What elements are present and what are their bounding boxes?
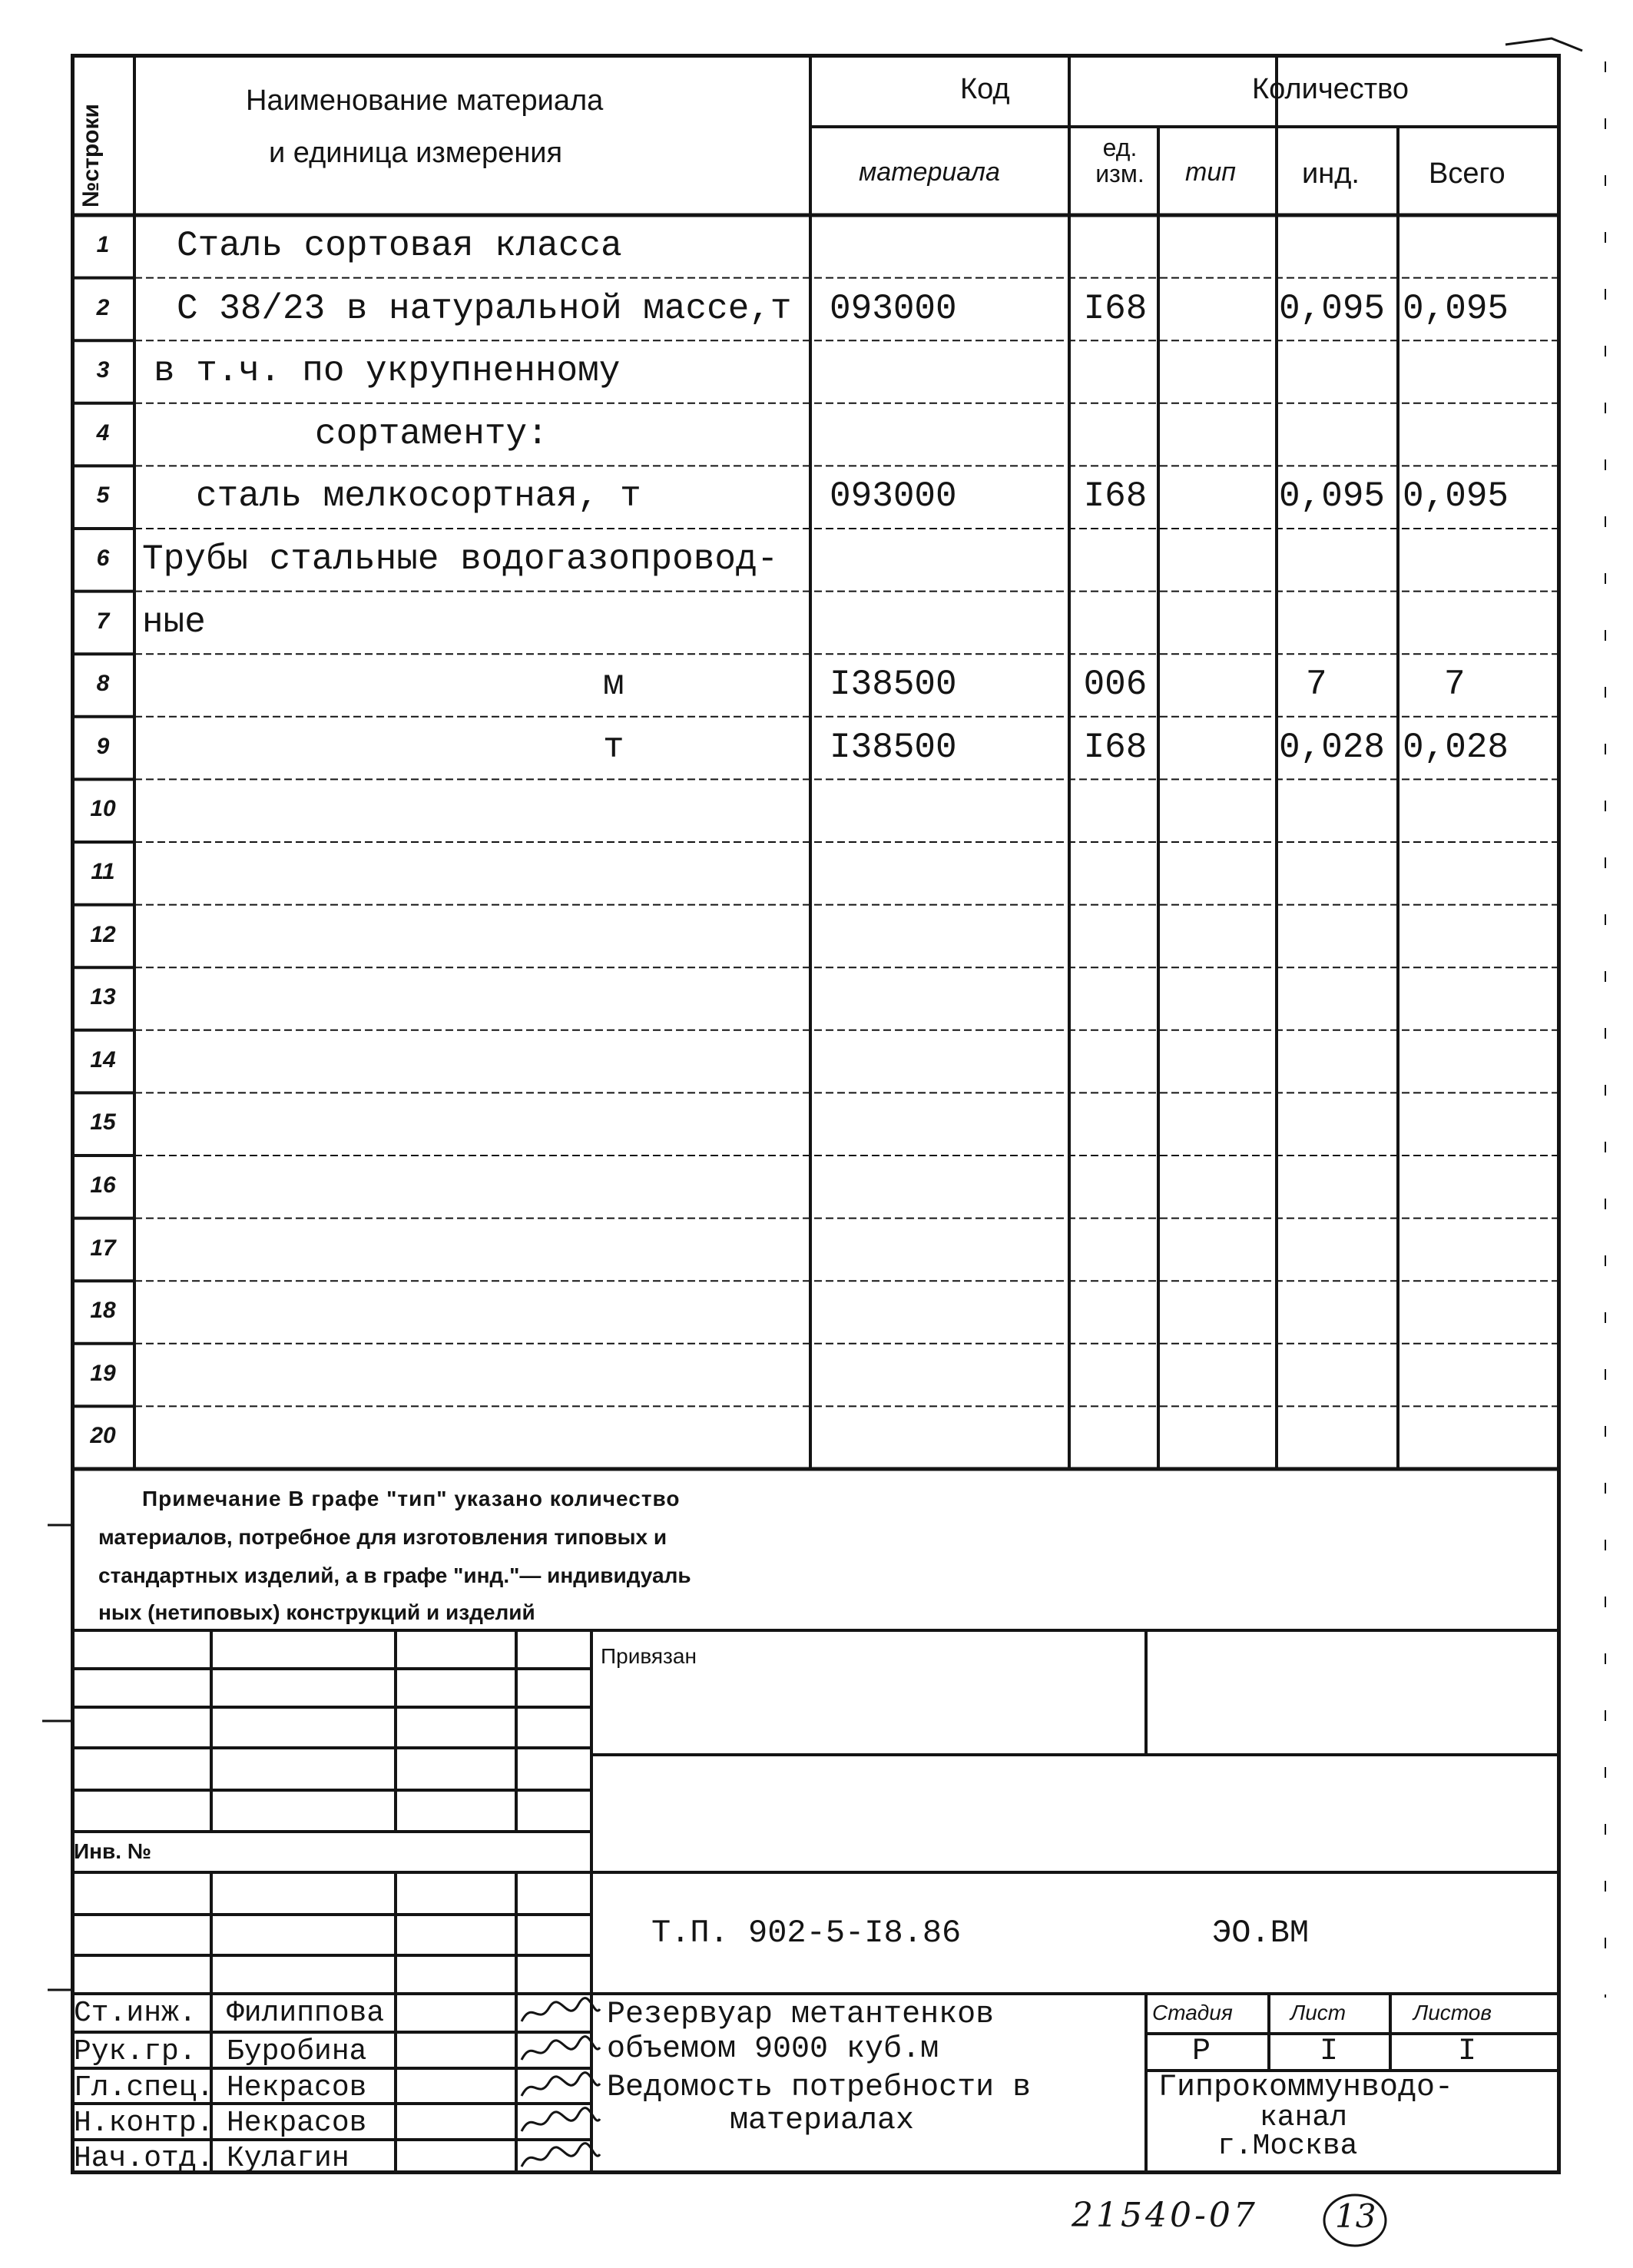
signatory-role: Гл.спец. xyxy=(74,2071,214,2104)
row-number: 11 xyxy=(91,859,115,884)
material-name: сталь мелкосортная, т xyxy=(196,476,641,517)
unit-code: I68 xyxy=(1083,288,1148,329)
signatory-role: Рук.гр. xyxy=(74,2035,197,2068)
material-code: I38500 xyxy=(830,727,957,768)
material-code: 093000 xyxy=(830,288,957,329)
material-name: т xyxy=(603,727,624,768)
signatory-role: Н.контр. xyxy=(74,2107,214,2140)
title-line2: объемом 9000 куб.м xyxy=(607,2032,939,2067)
row-number: 2 xyxy=(96,294,110,320)
org-line2: канал xyxy=(1260,2101,1348,2134)
row-number: 12 xyxy=(90,921,116,947)
qty-total: 0,095 xyxy=(1403,288,1509,329)
material-code: 093000 xyxy=(830,476,957,517)
row-number: 3 xyxy=(96,357,110,383)
header-qty-group: Количество xyxy=(1252,73,1409,105)
title-line1: Резервуар метантенков xyxy=(607,1998,995,2032)
handwritten-signature xyxy=(518,2105,603,2140)
org-line3: г.Москва xyxy=(1217,2130,1358,2163)
row-number: 15 xyxy=(90,1109,116,1136)
row-number: 1 xyxy=(96,232,110,257)
header-code-material: материала xyxy=(859,158,1000,187)
handwritten-signature xyxy=(518,2140,603,2176)
material-name: ные xyxy=(142,602,206,642)
unit-code: I68 xyxy=(1083,727,1148,768)
row-number: 20 xyxy=(90,1423,116,1449)
material-name: Трубы стальные водогазопровод- xyxy=(142,539,779,579)
row-number: 14 xyxy=(90,1046,116,1073)
row-number: 13 xyxy=(90,984,116,1010)
row-number: 9 xyxy=(96,733,110,759)
row-number: 16 xyxy=(90,1172,116,1198)
row-number: 17 xyxy=(90,1235,116,1261)
signatory-role: Ст.инж. xyxy=(74,1997,197,2030)
note-line2: материалов, потребное для изготовления типовых и xyxy=(98,1525,667,1549)
material-name: в т.ч. по укрупненному xyxy=(154,351,621,392)
sheets-label: Листов xyxy=(1413,2001,1492,2024)
stage-label: Стадия xyxy=(1152,2001,1233,2024)
signatory-name: Кулагин xyxy=(227,2142,349,2175)
qty-total: 0,095 xyxy=(1403,476,1509,517)
row-number: 18 xyxy=(90,1298,116,1324)
header-code-group: Код xyxy=(960,73,1010,105)
inventory-label: Инв. № xyxy=(74,1839,152,1863)
row-number: 19 xyxy=(90,1360,116,1386)
material-name: Сталь сортовая класса xyxy=(177,226,622,266)
archive-number: 21540-07 xyxy=(1072,2196,1258,2235)
header-name-line1: Наименование материала xyxy=(246,85,604,117)
header-qty-ind: инд. xyxy=(1302,158,1360,190)
page-number: 13 xyxy=(1335,2197,1376,2235)
row-number: 5 xyxy=(96,482,110,509)
header-rows-label: №строки xyxy=(78,104,104,207)
note-line1: Примечание В графе "тип" указано количество xyxy=(142,1487,681,1510)
signatory-name: Буробина xyxy=(227,2035,367,2068)
qty-individual: 7 xyxy=(1306,665,1327,705)
title-line4: материалах xyxy=(730,2104,915,2138)
org-line1: Гипрокоммунводо- xyxy=(1158,2071,1454,2105)
material-name: м xyxy=(603,665,624,705)
document-code: Т.П. 902-5-I8.86 xyxy=(651,1915,962,1951)
material-name: С 38/23 в натуральной массе,т xyxy=(177,288,792,329)
title-line3: Ведомость потребности в xyxy=(607,2071,1032,2105)
sheet-value: I xyxy=(1320,2034,1339,2069)
row-number: 8 xyxy=(96,671,110,697)
header-code-unit: ед. изм. xyxy=(1095,134,1144,187)
header-qty-total: Всего xyxy=(1429,158,1505,190)
signatory-role: Нач.отд. xyxy=(74,2142,214,2175)
unit-code: 006 xyxy=(1083,665,1148,705)
row-number: 4 xyxy=(96,419,110,446)
qty-individual: 0,095 xyxy=(1279,288,1386,329)
note-line4: ных (нетиповых) конструкций и изделий xyxy=(98,1600,535,1624)
signatory-name: Некрасов xyxy=(227,2107,367,2140)
header-name-line2: и единица измерения xyxy=(269,137,563,169)
note-line3: стандартных изделий, а в графе "инд."— индивидуаль xyxy=(98,1563,691,1587)
bound-label: Привязан xyxy=(601,1644,697,1668)
row-number: 10 xyxy=(90,796,116,822)
signatory-name: Некрасов xyxy=(227,2071,367,2104)
sheet-label: Лист xyxy=(1290,2001,1346,2024)
qty-total: 7 xyxy=(1444,665,1466,705)
qty-total: 0,028 xyxy=(1403,727,1509,768)
handwritten-signature xyxy=(518,2034,603,2069)
material-code: I38500 xyxy=(830,665,957,705)
unit-code: I68 xyxy=(1083,476,1148,517)
qty-individual: 0,095 xyxy=(1279,476,1386,517)
stage-value: Р xyxy=(1192,2034,1211,2069)
material-name: сортаменту: xyxy=(315,413,548,454)
handwritten-signature xyxy=(518,2070,603,2105)
document-mark: ЭО.ВМ xyxy=(1212,1915,1310,1951)
sheets-value: I xyxy=(1458,2034,1477,2069)
qty-individual: 0,028 xyxy=(1279,727,1386,768)
header-qty-type: тип xyxy=(1185,158,1236,187)
signatory-name: Филиппова xyxy=(227,1997,385,2030)
handwritten-signature xyxy=(518,1995,603,2031)
row-number: 7 xyxy=(96,608,110,634)
row-number: 6 xyxy=(96,545,110,571)
